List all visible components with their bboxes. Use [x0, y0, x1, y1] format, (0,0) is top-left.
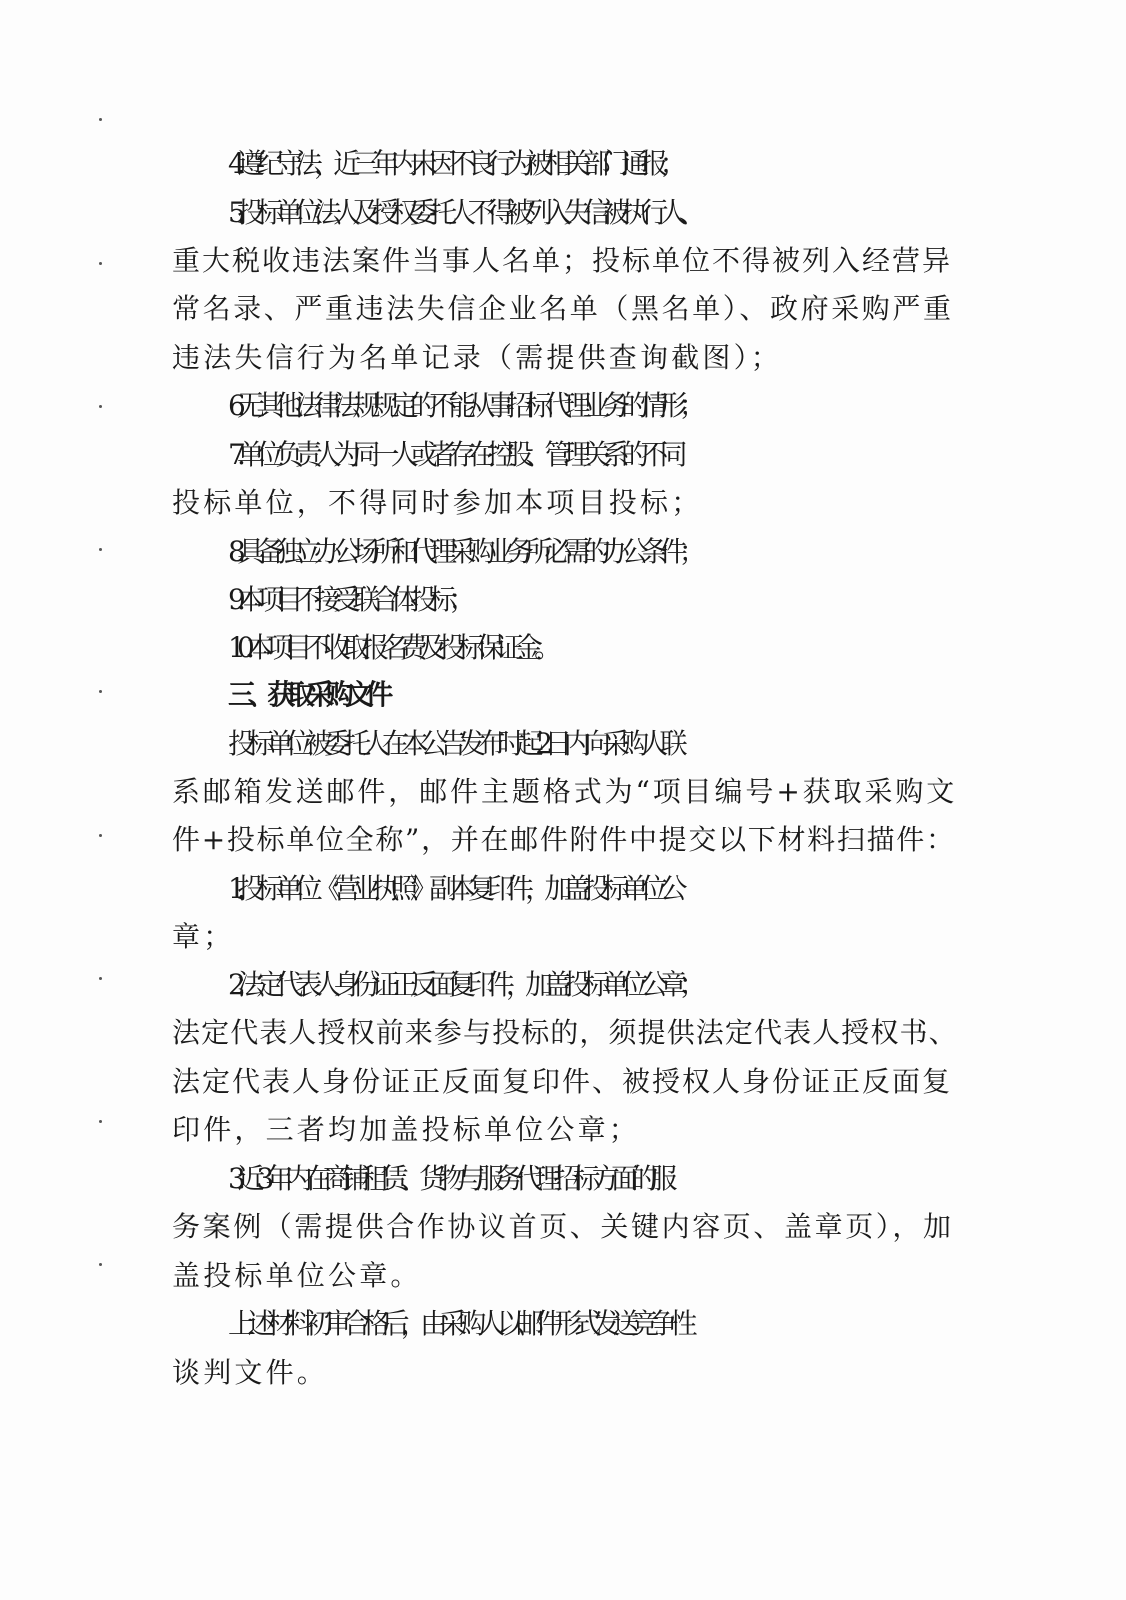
binding-mark	[99, 690, 102, 693]
binding-mark	[99, 1263, 102, 1266]
text-line: 法定代表人身份证正反面复印件、被授权人身份证正反面复	[172, 1065, 953, 1098]
text-line: 盖投标单位公章。	[172, 1259, 422, 1292]
text-line: 件+投标单位全称”，并在邮件附件中提交以下材料扫描件：	[172, 823, 956, 856]
binding-mark	[99, 118, 102, 121]
section-heading: 三、获取采购文件	[228, 678, 385, 711]
binding-mark	[99, 548, 102, 551]
text-line: 常名录、严重违法失信企业名单（黑名单）、政府采购严重	[172, 292, 954, 325]
binding-mark	[99, 977, 102, 980]
binding-mark	[99, 834, 102, 837]
text-line: 8.具备独立办公场所和代理采购业务所必需的办公条件；	[228, 535, 698, 568]
text-line: 谈判文件。	[172, 1356, 329, 1389]
text-line: 10.本项目不收取报名费及投标保证金。	[228, 631, 554, 664]
binding-mark	[99, 1120, 102, 1123]
text-line: 务案例（需提供合作协议首页、关键内容页、盖章页），加	[172, 1210, 954, 1243]
text-line: 投标单位被委托人在本公告发布时起 2 日内向采购人联	[228, 727, 679, 760]
text-line: 6.无其他法律法规规定的不能从事招标代理业务的情形；	[228, 389, 698, 422]
text-line: 5.投标单位法人及授权委托人不得被列入失信被执行人、	[228, 196, 698, 229]
text-line: 系邮箱发送邮件，邮件主题格式为“项目编号+获取采购文	[172, 775, 958, 808]
text-line: 上述材料初审合格后，由采购人以邮件形式发送竞争性	[228, 1307, 689, 1340]
text-line: 9.本项目不接受联合体投标；	[228, 583, 468, 616]
text-line: 1.投标单位《营业执照》副本复印件，加盖投标单位公	[228, 872, 679, 905]
text-line: 3.近 3 年内在商铺租赁、货物与服务代理招标方面的服	[228, 1162, 669, 1195]
text-line: 重大税收违法案件当事人名单；投标单位不得被列入经营异	[172, 244, 953, 277]
text-line: 2.法定代表人身份证正反面复印件，加盖投标单位公章；	[228, 968, 698, 1001]
text-line: 印件，三者均加盖投标单位公章；	[172, 1113, 641, 1146]
text-line: 4.遵纪守法，近三年内未因不良行为被相关部门通报；	[228, 147, 679, 180]
text-line: 投标单位，不得同时参加本项目投标；	[172, 486, 703, 519]
binding-mark	[99, 262, 102, 265]
text-line: 违法失信行为名单记录（需提供查询截图）；	[172, 341, 783, 374]
binding-mark	[99, 405, 102, 408]
text-line: 7.单位负责人为同一人或者存在控股、管理关系的不同	[228, 438, 679, 471]
text-line: 法定代表人授权前来参与投标的，须提供法定代表人授权书、	[172, 1016, 958, 1049]
text-line: 章；	[172, 920, 235, 953]
